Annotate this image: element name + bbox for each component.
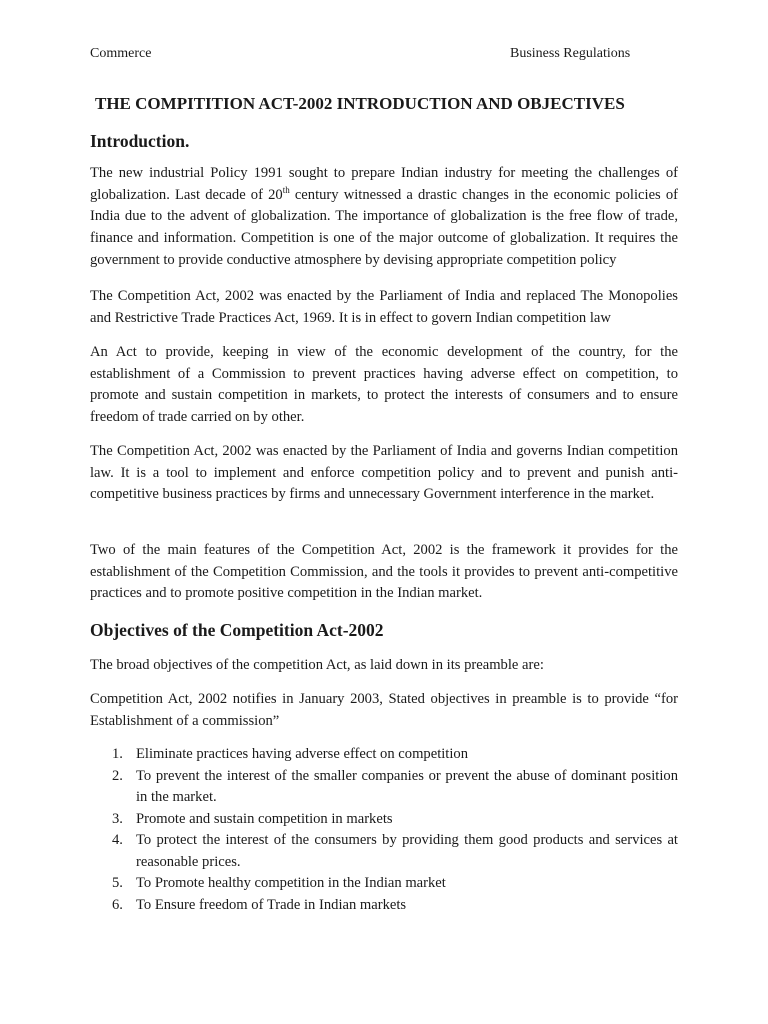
list-item-text: To Ensure freedom of Trade in Indian markets <box>136 896 407 913</box>
list-item-number: 3. <box>112 810 123 827</box>
list-item-text: To Promote healthy competition in the Indian market <box>136 875 446 891</box>
introduction-paragraph-1-part-b: century witnessed a drastic changes in the economic policies of India due to the advent of globalization. The importance of globalization is the free flow of trade, finance and information. Competition is one of the major outcome of globalization. It requires the government to provide conductive atmosphere by devising appropriate competition policy <box>90 186 679 268</box>
list-item-text: To prevent the interest of the smaller companies or prevent the abuse of dominant position in the market. <box>136 767 678 805</box>
introduction-paragraph-5: Two of the main features of the Competition Act, 2002 is the framework it provides for the establishment of the Competition Commission, and the tools it provides to prevent anti-competitive practices and to promote positive competition in the Indian market. <box>90 542 678 602</box>
document-title: THE COMPITITION ACT-2002 INTRODUCTION AND OBJECTIVES <box>95 94 625 113</box>
list-item <box>90 766 678 809</box>
introduction-paragraph-1 <box>90 163 678 272</box>
objectives-heading: Objectives of the Competition Act-2002 <box>90 620 384 640</box>
header-topic: Business Regulations <box>510 46 631 61</box>
list-item-text: Promote and sustain competition in markets <box>136 810 393 827</box>
list-item-number: 1. <box>112 746 123 762</box>
introduction-paragraph-1-part-a: The new industrial Policy 1991 sought to prepare Indian industry for meeting the challenges of globalization. Last decade of 20 <box>90 165 678 203</box>
introduction-paragraph-4: The Competition Act, 2002 was enacted by the Parliament of India and governs Indian competition law. It is a tool to implement and enforce competition policy and to prevent and punish anti-competitive business practices by firms and unnecessary Government interference in the market. <box>90 443 678 503</box>
list-item <box>90 830 678 873</box>
list-item-number: 4. <box>112 832 123 848</box>
header-subject: Commerce <box>90 46 152 61</box>
introduction-paragraph-2: The Competition Act, 2002 was enacted by the Parliament of India and replaced The Monopolies and Restrictive Trade Practices Act, 1969. It is in effect to govern Indian competition law <box>90 288 678 326</box>
list-item <box>90 895 678 917</box>
list-item <box>90 873 678 895</box>
objectives-list <box>90 744 678 916</box>
list-item-number: 2. <box>112 767 123 784</box>
list-item <box>90 809 678 831</box>
list-item <box>90 744 678 766</box>
introduction-heading: Introduction. <box>90 131 190 151</box>
list-item-number: 6. <box>112 896 123 913</box>
introduction-paragraph-3: An Act to provide, keeping in view of the economic development of the country, for the establishment of a Commission to prevent practices having adverse effect on competition, to promote and sustain competition in markets, to protect the interests of consumers and to ensure freedom of trade carried on by other. <box>90 344 678 426</box>
ordinal-superscript: th <box>282 184 290 195</box>
list-item-number: 5. <box>112 875 123 891</box>
objectives-paragraph-2: Competition Act, 2002 notifies in January 2003, Stated objectives in preamble is to provide “for Establishment of a commission” <box>90 691 678 729</box>
list-item-text: To protect the interest of the consumers by providing them good products and services at reasonable prices. <box>136 832 678 870</box>
list-item-text: Eliminate practices having adverse effect on competition <box>136 746 469 762</box>
objectives-paragraph-1: The broad objectives of the competition Act, as laid down in its preamble are: <box>90 657 544 673</box>
